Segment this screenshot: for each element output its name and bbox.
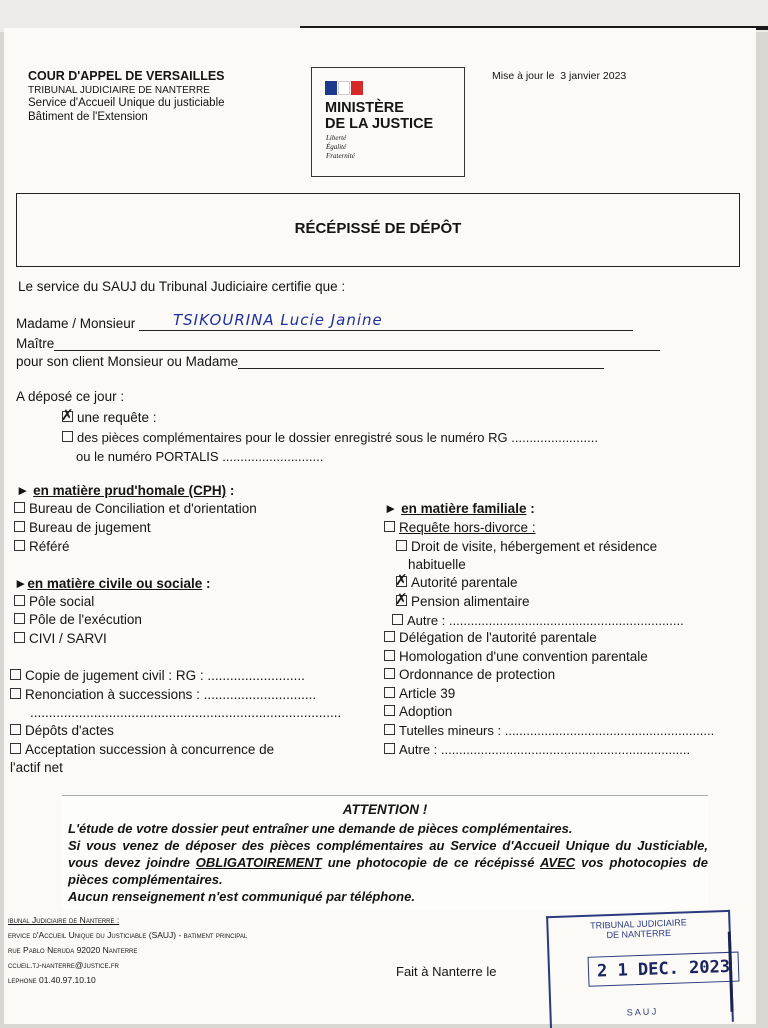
family-item[interactable]: Tutelles mineurs : .......................................................... [384,723,714,738]
checkbox-icon[interactable] [62,431,73,442]
document-title: RÉCÉPISSÉ DE DÉPÔT [294,220,462,237]
other-item[interactable]: Copie de jugement civil : RG : .......................... [10,668,305,683]
other-item[interactable]: Dépôts d'actes [10,723,114,738]
hors-divorce-item[interactable]: Requête hors-divorce : [384,520,536,535]
done-at-label: Fait à Nanterre le [396,964,497,979]
cph-item[interactable]: Bureau de jugement [14,520,151,535]
footer-address: ibunal Judiciaire de Nanterre : ervice d'Accueil Unique du Justiciable (SAUJ) - batiment principal rue Pablo Neruda 92020 Nanterre ccueil.tj-nanterre@justice.fr lephone 01.40.97.10.10 [8,915,248,985]
other-item-continued: l'actif net [10,760,63,775]
other-item[interactable]: Acceptation succession à concurrence de [10,742,274,757]
family-heading: ► en matière familiale : [384,501,535,516]
other-item[interactable]: Renonciation à successions : .............................. [10,687,316,702]
checkbox-icon[interactable] [384,687,395,698]
person-field[interactable]: Madame / Monsieur [16,316,633,331]
arrow-right-icon: ► [16,483,30,498]
civil-item[interactable]: Pôle de l'exécution [14,612,142,627]
tribunal-name: TRIBUNAL JUDICIAIRE DE NANTERRE [28,84,210,96]
attention-heading: ATTENTION ! [342,802,428,817]
title-box [16,193,740,267]
checkbox-icon[interactable] [384,650,395,661]
stamp-border [718,932,734,1012]
checkbox-icon[interactable] [384,743,395,754]
building-name: Bâtiment de l'Extension [28,110,148,123]
civil-item[interactable]: CIVI / SARVI [14,631,107,646]
family-item[interactable]: Homologation d'une convention parentale [384,649,648,664]
family-item[interactable]: Article 39 [384,686,455,701]
checkbox-icon[interactable] [384,668,395,679]
ministry-motto: Liberté Égalité Fraternité [326,134,355,160]
family-sub-item[interactable]: ✗Autorité parentale [396,575,518,590]
checkbox-icon[interactable] [384,631,395,642]
checkbox-icon[interactable] [10,669,21,680]
checkbox-checked-icon[interactable] [396,595,407,606]
checkbox-icon[interactable] [10,724,21,735]
checkbox-icon[interactable] [14,613,25,624]
family-item[interactable]: Ordonnance de protection [384,667,555,682]
checkbox-icon[interactable] [14,502,25,513]
arrow-right-icon: ► [384,501,398,516]
cph-item[interactable]: Référé [14,539,70,554]
civil-heading: ►en matière civile ou sociale : [14,576,211,591]
checkbox-checked-icon[interactable] [62,411,73,422]
court-header [28,70,225,124]
checkbox-icon[interactable] [14,521,25,532]
family-sub-item[interactable]: Autre : ................................................................. [392,613,684,628]
intro-text: Le service du SAUJ du Tribunal Judiciaire certifie que : [18,279,346,294]
court-name: COUR D'APPEL DE VERSAILLES [28,69,225,83]
cph-item[interactable]: Bureau de Conciliation et d'orientation [14,501,257,516]
checkbox-icon[interactable] [384,521,395,532]
ministry-title: MINISTÈRE DE LA JUSTICE [325,100,434,132]
arrow-right-icon: ► [14,576,28,591]
update-date: Mise à jour le 3 janvier 2023 [492,70,627,82]
portalis-line: ou le numéro PORTALIS ............................ [76,449,324,464]
checkbox-icon[interactable] [14,632,25,643]
maitre-line[interactable] [54,336,660,351]
family-item[interactable]: Délégation de l'autorité parentale [384,630,597,645]
checkbox-icon[interactable] [14,595,25,606]
ministry-logo [311,67,465,177]
checkbox-icon[interactable] [10,743,21,754]
attention-box [62,795,708,909]
checkbox-icon[interactable] [14,540,25,551]
date-stamp [546,910,734,1028]
client-line[interactable] [238,354,604,369]
family-sub-item[interactable]: ✗Pension alimentaire [396,594,530,609]
checkbox-icon[interactable] [384,705,395,716]
stamp-date: 2 1 DEC. 2023 [588,952,740,987]
service-name: Service d'Accueil Unique du justiciable [28,97,225,109]
family-sub-item[interactable]: Droit de visite, hébergement et résidence [396,539,657,554]
dotted-line: ................................................................................... [30,705,342,720]
deposit-option-pieces[interactable]: des pièces complémentaires pour le dossier enregistré sous le numéro RG ........................ [62,430,598,445]
civil-item[interactable]: Pôle social [14,594,94,609]
checkbox-icon[interactable] [384,724,395,735]
family-item[interactable]: Autre : ..................................................................... [384,742,690,757]
family-item[interactable]: Adoption [384,704,452,719]
checkbox-icon[interactable] [396,540,407,551]
checkbox-checked-icon[interactable] [396,576,407,587]
marianne-flag-icon [325,81,365,95]
deposit-option-request[interactable]: ✗une requête : [62,410,157,425]
maitre-field[interactable]: Maître [16,336,660,351]
stamp-header: TRIBUNAL JUDICIAIRE DE NANTERRE [589,917,687,941]
family-sub-item-continued: habituelle [408,557,466,572]
attention-body: L'étude de votre dossier peut entraîner une demande de pièces complémentaires. Si vous venez de déposer des pièces complémentaires au Service d'Accueil Unique du Justiciable, vous devez joindre OBLIGATOIREMENT une photocopie de ce récépissé AVEC vos photocopies de pièces complémentaires. Aucun renseignement n'est communiqué par téléphone. [68,821,708,904]
deposit-label: A déposé ce jour : [16,389,125,404]
cph-heading: ► en matière prud'homale (CPH) : [16,483,235,498]
checkbox-icon[interactable] [10,688,21,699]
stamp-bottom: S A U J [626,1006,657,1018]
checkbox-icon[interactable] [392,614,403,625]
person-handwritten-value: TSIKOURINA Lucie Janine [173,311,383,329]
client-field[interactable]: pour son client Monsieur ou Madame [16,354,604,369]
